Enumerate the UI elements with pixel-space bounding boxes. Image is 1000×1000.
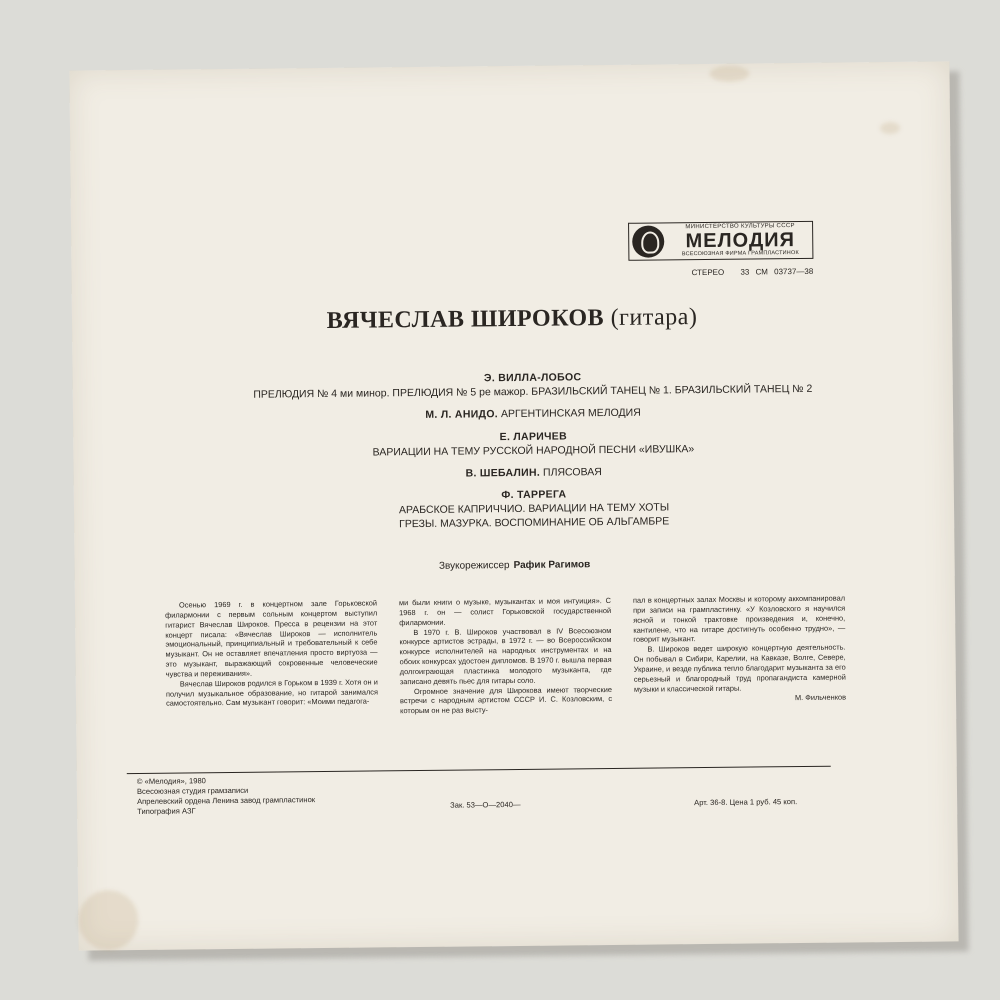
melodiya-logo [628, 221, 813, 261]
program-list [193, 367, 875, 542]
album-title [72, 301, 952, 337]
sound-engineer [75, 555, 955, 575]
footer-divider [127, 766, 831, 774]
notes-column-2 [399, 596, 612, 716]
record-sleeve-back [69, 61, 958, 950]
program-item [193, 367, 873, 402]
notes-signature: М. Фильченков [794, 692, 847, 703]
logo-subtitle: ВСЕСОЮЗНАЯ ФИРМА ГРАМПЛАСТИНОК [681, 250, 799, 258]
logo-brand: МЕЛОДИЯ [685, 229, 796, 253]
work-title: ВАРИАЦИИ НА ТЕМУ РУССКОЙ НАРОДНОЙ ПЕСНИ «ИВУШКА» [372, 442, 695, 459]
wear-mark [78, 890, 139, 951]
wear-mark [709, 66, 749, 82]
notes-paragraph: пал в концертных залах Москвы и которому аккомпанировал при записи на грампластинку. «У Козловского я научился ясной и тонкой трактовке произведения и, конечно, кантилене, что на гитаре достигнуть особенно трудно», — говорит музыкант. [632, 593, 846, 645]
wear-mark [880, 122, 900, 134]
catalog-number: 33 СМ 03737—38 [740, 266, 814, 277]
notes-paragraph: В. Широков ведет широкую концертную деятельность. Он побывал в Сибири, Карелии, на Кавказе, Волге, Севере, Украине, и везде публика тепло благодарит музыканта за его серьезный и благородный труд пропагандиста камерной музыки и классической гитары. [633, 642, 846, 694]
price-info: Арт. 36-8. Цена 1 руб. 45 коп. [694, 797, 798, 808]
notes-column-1 [165, 598, 378, 718]
footer-credits [137, 775, 315, 816]
notes-paragraph: ми были книги о музыке, музыкантах и моя интуиция». С 1968 г. он — солист Горьковской государственной филармонии. [398, 595, 612, 627]
notes-paragraph: Осенью 1969 г. в концертном зале Горьковской филармонии с первым сольным концертом выступил гитарист Вячеслав Широков. Пресса в рецензии на этот концерт писала: «Вячеслав Широков — исполнитель эмоциональный, принципиальный и требовательный к себе музыкант. Он не оставляет впечатления просто виртуоза — это музыкант, выражающий сокровенные человеческие чувства и переживания». [165, 598, 378, 679]
melodiya-emblem-icon [632, 225, 664, 257]
notes-paragraph: Огромное значение для Широкова имеют творческие встречи с народным артистом СССР И. С. Козловским, с которым он не раз высту- [399, 684, 613, 716]
program-item [194, 462, 874, 483]
notes-column-3 [633, 594, 846, 714]
composer: В. ШЕБАЛИН. [465, 466, 541, 480]
liner-notes [165, 594, 846, 719]
program-item [193, 404, 873, 425]
composer: Ф. ТАРРЕГА [501, 488, 567, 502]
instrument: (гитара) [610, 304, 698, 331]
footer-line: © «Мелодия», 1980 [136, 776, 206, 786]
artist-name: ВЯЧЕСЛАВ ШИРОКОВ [326, 305, 605, 334]
notes-paragraph: Вячеслав Широков родился в Горьком в 1939 г. Хотя он и получил музыкальное образование, но гитарой занимался самостоятельно. Сам музыкант говорит: «Моими педагога- [165, 677, 378, 709]
work-title: ГРЕЗЫ. МАЗУРКА. ВОСПОМИНАНИЕ ОБ АЛЬГАМБРЕ [399, 515, 670, 531]
notes-paragraph: В 1970 г. В. Широков участвовал в IV Всесоюзном конкурсе артистов эстрады, в 1972 г. — во Всероссийском конкурсе исполнителей на народных инструментах и на обоих конкурсах удостоен дипломов. В 1970 г. вышла первая долгоиграющая пластинка молодого музыканта, где записано девять пьес для гитары соло. [399, 625, 612, 686]
logo-ministry: МИНИСТЕРСТВО КУЛЬТУРЫ СССР [685, 223, 795, 231]
work-title: АРАБСКОЕ КАПРИЧЧИО. ВАРИАЦИИ НА ТЕМУ ХОТЫ [398, 501, 670, 517]
footer-line: Всесоюзная студия грамзаписи [136, 785, 249, 796]
order-number: Зак. 53—О—2040— [450, 799, 521, 810]
work-title: ПРЕЛЮДИЯ № 4 ми минор. ПРЕЛЮДИЯ № 5 ре мажор. БРАЗИЛЬСКИЙ ТАНЕЦ № 1. БРАЗИЛЬСКИЙ ТАНЕЦ № 2 [253, 383, 813, 401]
footer-line: Типография АЗГ [137, 805, 196, 816]
program-item [194, 484, 874, 534]
catalog-line [692, 267, 814, 277]
engineer-name: Рафик Рагимов [513, 559, 591, 572]
work-title: ПЛЯСОВАЯ [542, 465, 602, 479]
composer: Э. ВИЛЛА-ЛОБОС [483, 371, 582, 385]
logo-text [668, 223, 812, 258]
engineer-label: Звукорежиссер [438, 560, 510, 572]
program-item [193, 426, 873, 461]
composer: М. Л. АНИДО. [425, 408, 499, 422]
composer: Е. ЛАРИЧЕВ [499, 429, 567, 443]
work-title: АРГЕНТИНСКАЯ МЕЛОДИЯ [500, 407, 641, 421]
stereo-label: СТЕРЕО [691, 267, 725, 278]
footer-line: Апрелевский ордена Ленина завод грампластинок [137, 794, 316, 806]
